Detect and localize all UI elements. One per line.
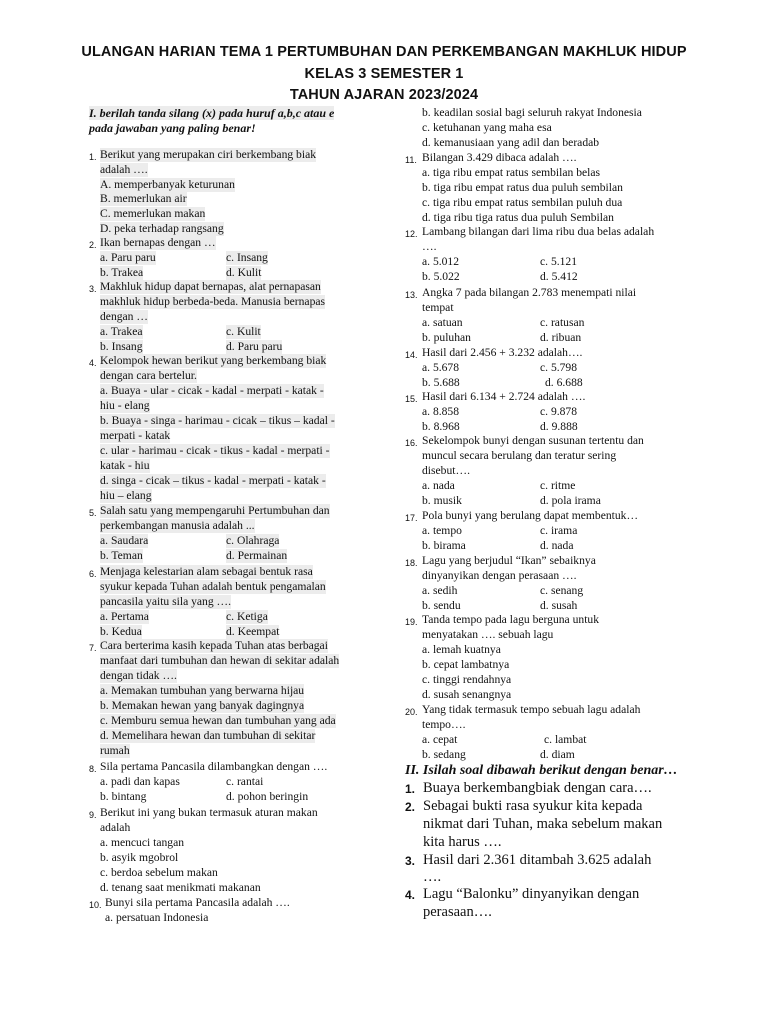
essay-question: Buaya berkembangbiak dengan cara….	[423, 780, 652, 796]
answer-option[interactable]: a. tiga ribu empat ratus sembilan belas	[422, 166, 601, 179]
question-text: Menjaga kelestarian alam sebagai bentuk rasa	[100, 565, 313, 578]
essay-question: Sebagai bukti rasa syukur kita kepada	[423, 798, 643, 814]
answer-option[interactable]: b. cepat lambatnya	[422, 658, 510, 671]
question-text: muncul secara berulang dan teratur sering	[422, 449, 617, 462]
question-text: Bunyi sila pertama Pancasila adalah ….	[105, 896, 290, 909]
question-text: adalah	[100, 821, 131, 834]
question-text: perkembangan manusia adalah ...	[100, 519, 255, 532]
answer-option[interactable]: b. 5.688	[422, 376, 460, 389]
answer-option[interactable]: d. susah	[540, 599, 578, 612]
section1-instruction-line1: I. berilah tanda silang (x) pada huruf a,b,c atau e	[89, 106, 335, 120]
question-text: Tanda tempo pada lagu berguna untuk	[422, 613, 600, 626]
question-text: tempat	[422, 301, 454, 314]
question-text: tempo….	[422, 718, 466, 731]
answer-option[interactable]: a. persatuan Indonesia	[105, 911, 209, 924]
question-number: 4.	[89, 358, 97, 368]
answer-option[interactable]: d. Memelihara hewan dan tumbuhan di sekitar	[100, 729, 316, 742]
question-text: Berikut yang merupakan ciri berkembang biak	[100, 148, 317, 161]
question-number: 19.	[405, 617, 418, 627]
class-semester: KELAS 3 SEMESTER 1	[304, 66, 464, 82]
exam-title: ULANGAN HARIAN TEMA 1 PERTUMBUHAN DAN PERKEMBANGAN MAKHLUK HIDUP	[81, 44, 687, 60]
answer-option[interactable]: a. Saudara	[100, 534, 149, 547]
question-number: 5.	[89, 508, 97, 518]
section1-instruction-line2: pada jawaban yang paling benar!	[89, 121, 256, 135]
answer-option[interactable]: c. ritme	[540, 479, 576, 492]
answer-option[interactable]: d. Paru paru	[226, 340, 283, 353]
answer-option[interactable]: b. keadilan sosial bagi seluruh rakyat Indonesia	[422, 106, 642, 119]
answer-option[interactable]: a. padi dan kapas	[100, 775, 180, 788]
answer-option[interactable]: b. bintang	[100, 790, 147, 803]
answer-option[interactable]: b. 5.022	[422, 270, 460, 283]
question-number: 18.	[405, 558, 418, 568]
answer-option[interactable]: c. Memburu semua hewan dan tumbuhan yang ada	[100, 714, 336, 727]
answer-option[interactable]: c. irama	[540, 524, 578, 537]
answer-option[interactable]: b. musik	[422, 494, 462, 507]
answer-option[interactable]: katak - hiu	[100, 459, 150, 472]
question-number: 7.	[89, 643, 97, 653]
question-text: disebut….	[422, 464, 470, 477]
question-number: 8.	[89, 764, 97, 774]
answer-option[interactable]: a. Paru paru	[100, 251, 156, 264]
essay-number: 1.	[405, 782, 416, 796]
question-number: 3.	[89, 284, 97, 294]
answer-option[interactable]: a. satuan	[422, 316, 463, 329]
question-number: 20.	[405, 707, 418, 717]
school-year: TAHUN AJARAN 2023/2024	[289, 87, 479, 103]
question-text: adalah ….	[100, 163, 148, 176]
question-text: Hasil dari 6.134 + 2.724 adalah ….	[422, 390, 586, 403]
question-text: dinyanyikan dengan perasaan ….	[422, 569, 577, 582]
question-text: Yang tidak termasuk tempo sebuah lagu adalah	[422, 703, 641, 716]
answer-option[interactable]: b. Trakea	[100, 266, 144, 279]
answer-option[interactable]: c. ketuhanan yang maha esa	[422, 121, 552, 134]
answer-option[interactable]: merpati - katak	[100, 429, 171, 442]
answer-option[interactable]: c. 5.798	[540, 361, 578, 374]
question-text: Berikut ini yang bukan termasuk aturan makan	[100, 806, 318, 819]
answer-option[interactable]: b. birama	[422, 539, 466, 552]
answer-option[interactable]: d. pohon beringin	[226, 790, 309, 803]
question-text: Sekelompok bunyi dengan susunan tertentu dan	[422, 434, 644, 447]
answer-option[interactable]: d. Keempat	[226, 625, 280, 638]
answer-option[interactable]: b. Insang	[100, 340, 143, 353]
question-text: Hasil dari 2.456 + 3.232 adalah….	[422, 346, 583, 359]
question-number: 10.	[89, 900, 102, 910]
question-text: Lambang bilangan dari lima ribu dua belas adalah	[422, 225, 655, 238]
essay-question: Lagu “Balonku” dinyanyikan dengan	[423, 886, 640, 902]
answer-option[interactable]: c. Insang	[226, 251, 268, 264]
essay-number: 2.	[405, 800, 416, 814]
answer-option[interactable]: c. senang	[540, 584, 584, 597]
question-text: menyatakan …. sebuah lagu	[422, 628, 554, 641]
question-text: Ikan bernapas dengan …	[100, 236, 216, 249]
question-text: Kelompok hewan berikut yang berkembang biak	[100, 354, 327, 367]
question-number: 14.	[405, 350, 418, 360]
question-text: makhluk hidup berbeda-beda. Manusia bernapas	[100, 295, 326, 308]
answer-option[interactable]: d. Permainan	[226, 549, 288, 562]
question-number: 1.	[89, 152, 97, 162]
answer-option[interactable]: a. Trakea	[100, 325, 143, 338]
answer-option[interactable]: a. 5.012	[422, 255, 460, 268]
section2-instruction: II. Isilah soal dibawah berikut dengan benar…	[405, 763, 678, 778]
question-text: ….	[422, 240, 437, 253]
question-text: dengan tidak ….	[100, 669, 177, 682]
question-text: Makhluk hidup dapat bernapas, alat pernapasan	[100, 280, 321, 293]
question-number: 6.	[89, 569, 97, 579]
answer-option[interactable]: A. memperbanyak keturunan	[100, 178, 235, 191]
answer-option[interactable]: a. cepat	[422, 733, 458, 746]
answer-option[interactable]: c. lambat	[544, 733, 587, 746]
answer-option[interactable]: a. Buaya - ular - cicak - kadal - merpati - katak -	[100, 384, 324, 397]
answer-option[interactable]: c. berdoa sebelum makan	[100, 866, 218, 879]
answer-option[interactable]: d. susah senangnya	[422, 688, 512, 701]
answer-option[interactable]: d. tenang saat menikmati makanan	[100, 881, 261, 894]
answer-option[interactable]: b. Memakan hewan yang banyak dagingnya	[100, 699, 305, 712]
essay-question: nikmat dari Tuhan, maka sebelum makan	[423, 816, 663, 832]
answer-option[interactable]: c. tinggi rendahnya	[422, 673, 512, 686]
answer-option[interactable]: b. 8.968	[422, 420, 460, 433]
answer-option[interactable]: d. pola irama	[540, 494, 601, 507]
answer-option[interactable]: c. ular - harimau - cicak - tikus - kadal - merpati -	[100, 444, 330, 457]
answer-option[interactable]: c. Ketiga	[226, 610, 268, 623]
question-number: 13.	[405, 290, 418, 300]
answer-option[interactable]: d. diam	[540, 748, 575, 761]
question-text: Salah satu yang mempengaruhi Pertumbuhan dan	[100, 504, 330, 517]
answer-option[interactable]: a. Memakan tumbuhan yang berwarna hijau	[100, 684, 305, 697]
essay-question: Hasil dari 2.361 ditambah 3.625 adalah	[423, 852, 652, 868]
question-text: syukur kepada Tuhan adalah bentuk pengamalan	[100, 580, 326, 593]
question-text: dengan cara bertelur.	[100, 369, 197, 382]
question-text: Pola bunyi yang berulang dapat membentuk…	[422, 509, 639, 522]
question-number: 12.	[405, 229, 418, 239]
answer-option[interactable]: b. sendu	[422, 599, 461, 612]
question-text: dengan …	[100, 310, 148, 323]
answer-option[interactable]: d. 6.688	[545, 376, 583, 389]
answer-option[interactable]: d. singa - cicak – tikus - kadal - merpati - katak -	[100, 474, 326, 487]
answer-option[interactable]: hiu – elang	[100, 489, 152, 502]
answer-option[interactable]: c. Olahraga	[226, 534, 280, 547]
answer-option[interactable]: d. 9.888	[540, 420, 578, 433]
answer-option[interactable]: a. Pertama	[100, 610, 149, 623]
question-text: Bilangan 3.429 dibaca adalah ….	[422, 151, 577, 164]
answer-option[interactable]: a. 5.678	[422, 361, 460, 374]
answer-option[interactable]: a. mencuci tangan	[100, 836, 185, 849]
question-text: Lagu yang berjudul “Ikan” sebaiknya	[422, 554, 596, 567]
answer-option[interactable]: b. tiga ribu empat ratus dua puluh sembilan	[422, 181, 623, 194]
answer-option[interactable]: c. rantai	[226, 775, 264, 788]
answer-option[interactable]: b. Teman	[100, 549, 143, 562]
answer-option[interactable]: a. sedih	[422, 584, 458, 597]
answer-option[interactable]: B. memerlukan air	[100, 192, 187, 205]
answer-option[interactable]: b. sedang	[422, 748, 466, 761]
question-text: Cara berterima kasih kepada Tuhan atas berbagai	[100, 639, 328, 652]
question-number: 15.	[405, 394, 418, 404]
answer-option[interactable]: b. Kedua	[100, 625, 142, 638]
question-number: 11.	[405, 155, 417, 165]
answer-option[interactable]: d. nada	[540, 539, 574, 552]
answer-option[interactable]: C. memerlukan makan	[100, 207, 206, 220]
question-text: Sila pertama Pancasila dilambangkan dengan ….	[100, 760, 328, 773]
answer-option[interactable]: c. ratusan	[540, 316, 585, 329]
answer-option[interactable]: hiu - elang	[100, 399, 150, 412]
question-text: manfaat dari tumbuhan dan hewan di sekitar adalah	[100, 654, 340, 667]
answer-option[interactable]: a. nada	[422, 479, 455, 492]
answer-option[interactable]: b. puluhan	[422, 331, 471, 344]
essay-question: perasaan….	[423, 904, 492, 920]
answer-option[interactable]: c. 5.121	[540, 255, 578, 268]
answer-option[interactable]: D. peka terhadap rangsang	[100, 222, 224, 235]
answer-option[interactable]: rumah	[100, 744, 130, 757]
question-number: 9.	[89, 810, 97, 820]
essay-number: 3.	[405, 854, 416, 868]
question-number: 16.	[405, 438, 418, 448]
answer-option[interactable]: d. tiga ribu tiga ratus dua puluh Sembilan	[422, 211, 614, 224]
answer-option[interactable]: d. ribuan	[540, 331, 582, 344]
essay-number: 4.	[405, 888, 416, 902]
answer-option[interactable]: c. Kulit	[226, 325, 261, 338]
question-text: Angka 7 pada bilangan 2.783 menempati nilai	[422, 286, 637, 299]
answer-option[interactable]: a. 8.858	[422, 405, 460, 418]
answer-option[interactable]: d. kemanusiaan yang adil dan beradab	[422, 136, 600, 149]
question-text: pancasila yaitu sila yang ….	[100, 595, 232, 608]
answer-option[interactable]: d. 5.412	[540, 270, 578, 283]
answer-option[interactable]: b. asyik mgobrol	[100, 851, 179, 864]
answer-option[interactable]: c. tiga ribu empat ratus sembilan puluh dua	[422, 196, 623, 209]
answer-option[interactable]: d. Kulit	[226, 266, 262, 279]
answer-option[interactable]: a. lemah kuatnya	[422, 643, 501, 656]
essay-question: kita harus ….	[423, 834, 502, 850]
answer-option[interactable]: a. tempo	[422, 524, 462, 537]
essay-question: ….	[423, 869, 442, 885]
question-number: 2.	[89, 240, 97, 250]
question-number: 17.	[405, 513, 418, 523]
answer-option[interactable]: b. Buaya - singa - harimau - cicak – tikus – kadal -	[100, 414, 335, 427]
answer-option[interactable]: c. 9.878	[540, 405, 578, 418]
